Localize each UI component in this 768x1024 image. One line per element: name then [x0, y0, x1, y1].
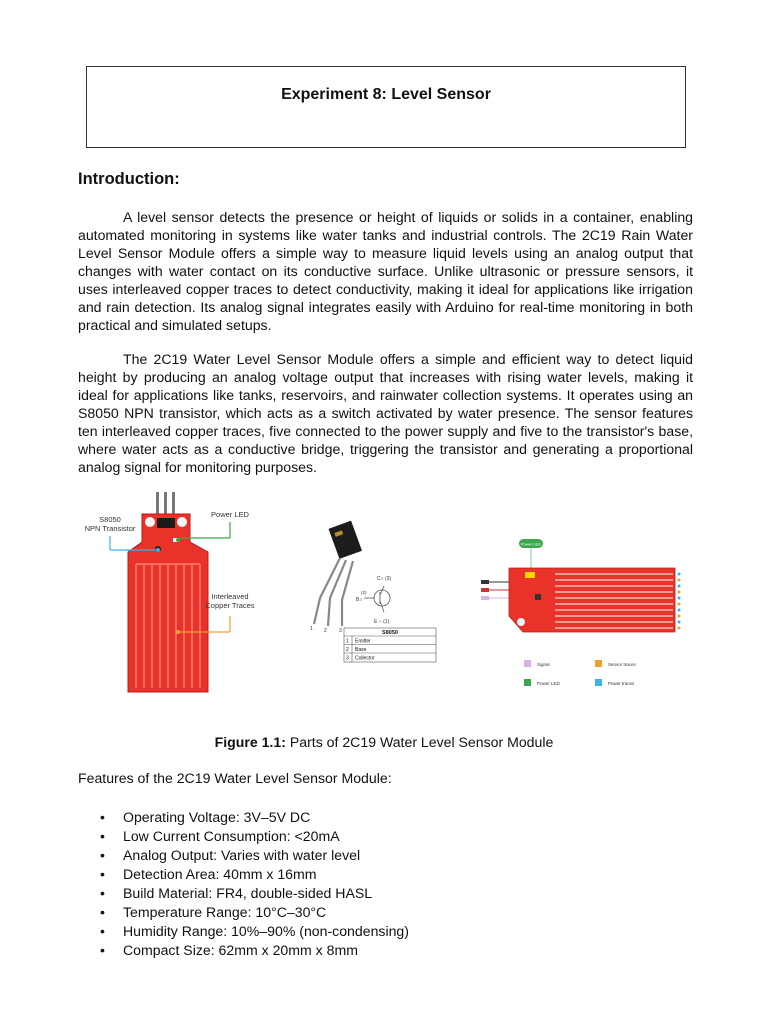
legend-signal: Signal [537, 662, 550, 667]
power-led-tag-label: Power LED [520, 541, 542, 547]
traces-label-1: Interleaved [211, 592, 249, 601]
list-item: • Temperature Range: 10°C–30°C [78, 903, 409, 922]
transistor-leads [314, 558, 353, 626]
pinout-table-title: S8050 [382, 630, 398, 636]
features-intro: Features of the 2C19 Water Level Sensor Module: [78, 770, 392, 786]
transistor-symbol [374, 590, 390, 606]
board-diagram-figure [475, 536, 690, 691]
pin-b-label-2: B○ [356, 597, 363, 603]
list-item: • Operating Voltage: 3V–5V DC [78, 808, 409, 827]
list-item: • Detection Area: 40mm x 16mm [78, 865, 409, 884]
pin-number-3: 3 [339, 628, 342, 634]
pinout-table [344, 628, 436, 662]
transistor-label-1: S8050 [99, 515, 121, 524]
legend-swatch-sensor [595, 660, 602, 667]
pin-number-1: 1 [310, 626, 313, 632]
pinout-row-name: Collector [355, 655, 375, 662]
list-item: • Low Current Consumption: <20mA [78, 827, 409, 846]
power-led-label: Power LED [211, 510, 249, 519]
legend-swatch-power-traces [595, 679, 602, 686]
sensor-photo-figure [78, 492, 268, 700]
list-item: • Compact Size: 62mm x 20mm x 8mm [78, 941, 409, 960]
mount-hole [145, 517, 155, 527]
intro-paragraph-1: A level sensor detects the presence or height of liquids or solids in a container, enabling automated monitoring in systems like water tanks and industrial controls. The 2C19 Rain Water Level Sensor Module offers a simple way to measure liquid levels using an analog output that changes with water contact on its conductive surface. Unlike ultrasonic or pressure sensors, it uses interleaved copper traces to detect conductivity, making it ideal for applications like irrigation and rain detection. Its analog signal integrates easily with Arduino for real-time monitoring in both practical and simulated setups. [78, 209, 693, 333]
pinout-row-num: 3 [346, 655, 349, 662]
pin-c-label: C○ (3) [377, 576, 392, 582]
pin-e-label: E ○ (1) [374, 619, 390, 625]
pinout-row-num: 2 [346, 647, 349, 653]
pinout-row-num: 1 [346, 638, 349, 645]
page-title: Experiment 8: Level Sensor [281, 86, 491, 103]
intro-heading: Introduction: [78, 170, 180, 188]
list-item: • Humidity Range: 10%–90% (non-condensing) [78, 922, 409, 941]
header-pin [172, 492, 175, 517]
traces-label-2: Copper Traces [205, 601, 255, 610]
mount-hole [177, 517, 187, 527]
list-item: • Analog Output: Varies with water level [78, 846, 409, 865]
title-box [86, 66, 686, 148]
intro-paragraph-2: The 2C19 Water Level Sensor Module offers a simple and efficient way to detect liquid height by producing an analog voltage output that increases with rising water levels, making it ideal for applications like tanks, reservoirs, and rainwater collection systems. It operates using an S8050 NPN transistor, which acts as a switch activated by water presence. The sensor features ten interleaved copper traces, five connected to the power supply and five to the transistor's base, where water acts as a conductive bridge, triggering the transistor and generating a proportional analog signal for monitoring purposes. [78, 351, 693, 475]
transistor-label-2: NPN Transistor [84, 524, 136, 533]
connector [157, 518, 175, 528]
legend-swatch-signal [524, 660, 531, 667]
legend-power-traces: Power traces [608, 681, 635, 686]
figure-caption-text: Parts of 2C19 Water Level Sensor Module [285, 734, 554, 750]
legend-swatch-power-led [524, 679, 531, 686]
list-item: • Build Material: FR4, double-sided HASL [78, 884, 409, 903]
features-list [78, 808, 409, 960]
pin-b-label: (2) [361, 590, 367, 595]
figure-caption [0, 734, 768, 750]
transistor-pinout-figure [300, 520, 450, 670]
pin-number-2: 2 [324, 628, 327, 634]
figure-caption-label: Figure 1.1: [214, 734, 286, 750]
pinout-row-name: Emitter [355, 638, 371, 645]
legend-sensor-traces: Sensor traces [608, 662, 636, 667]
pinout-row-name: Base [355, 647, 367, 653]
header-pin [164, 492, 167, 517]
transistor-body [329, 521, 362, 559]
legend-power-led: Power LED [537, 681, 560, 686]
header-pin [156, 492, 159, 517]
